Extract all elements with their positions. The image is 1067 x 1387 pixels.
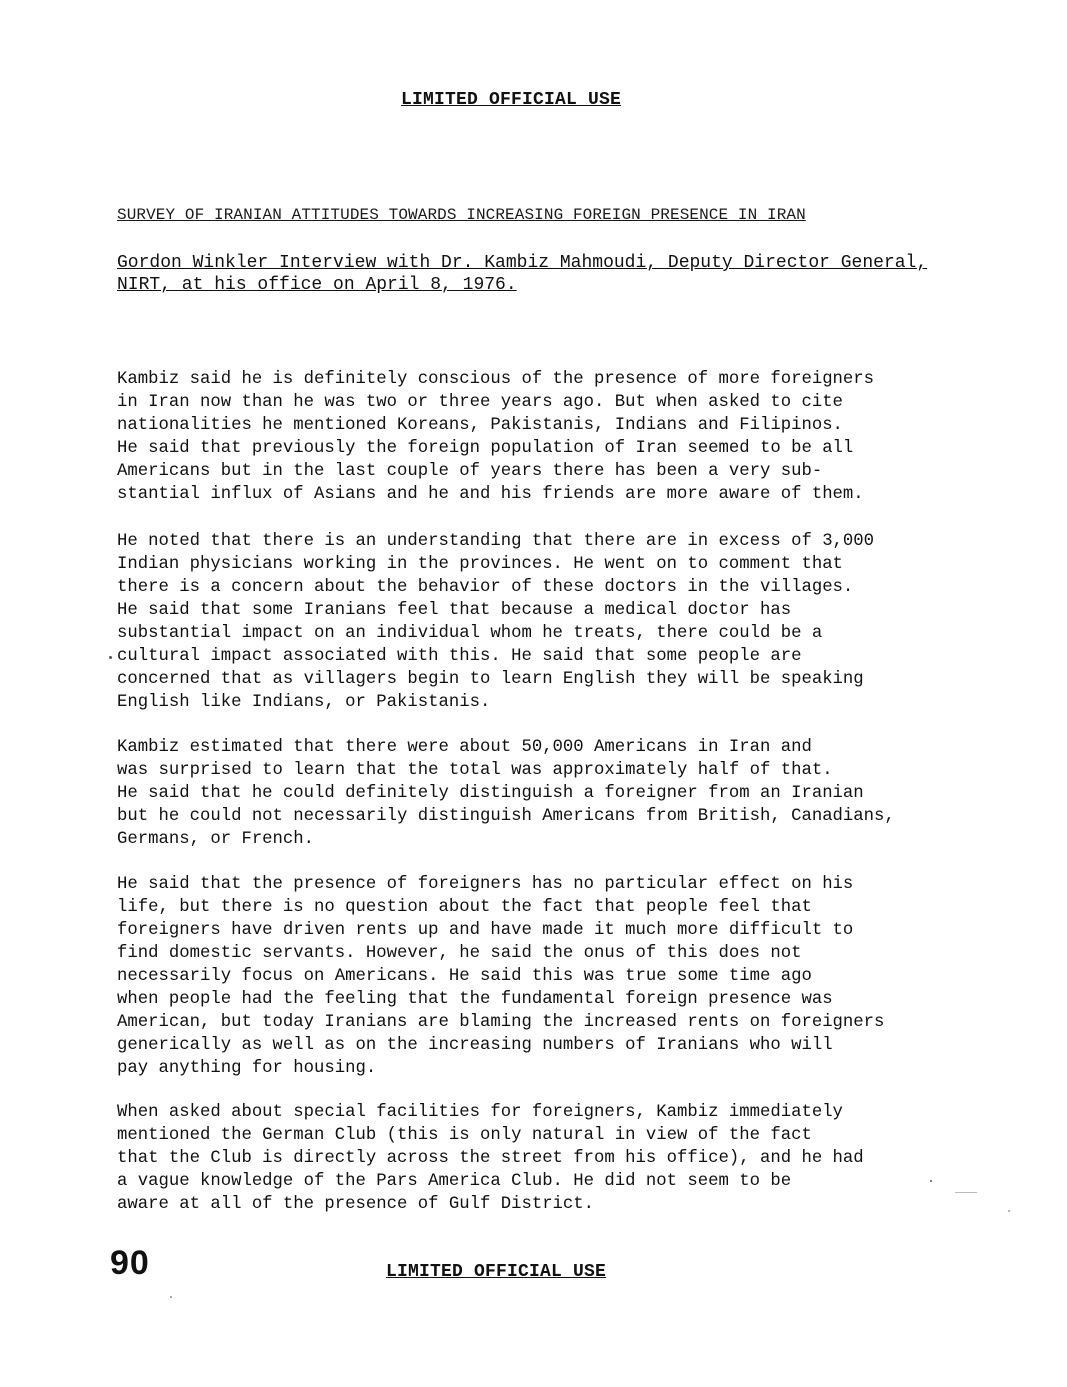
classification-header: LIMITED OFFICIAL USE [401, 90, 622, 110]
survey-title: SURVEY OF IRANIAN ATTITUDES TOWARDS INCREASING FOREIGN PRESENCE IN IRAN [117, 206, 806, 224]
classification-footer: LIMITED OFFICIAL USE [386, 1262, 607, 1282]
body-paragraph-1: Kambiz said he is definitely conscious of the presence of more foreigners in Iran now than he was two or three years ago. But when asked to cite nationalities he mentioned Koreans, Pakistanis, Indians and Filipinos. He said that previously the foreign population of Iran seemed to be all Americans but in the last couple of years there has been a very sub- stantial influx of Asians and he and his friends are more aware of them. [117, 370, 875, 504]
scan-speck [109, 656, 112, 659]
scan-speck [1008, 1210, 1010, 1212]
scan-speck [930, 1180, 932, 1182]
body-paragraph-3: Kambiz estimated that there were about 50,000 Americans in Iran and was surprised to learn that the total was approximately half of that. He said that he could definitely distinguish a foreigner from an Iranian but he could not necessarily distinguish Americans from British, Canadians, Germans, or French. [117, 738, 895, 849]
body-paragraph-2: He noted that there is an understanding that there are in excess of 3,000 Indian physicians working in the provinces. He went on to comment that there is a concern about the behavior of these doctors in the villages. He said that some Iranians feel that because a medical doctor has substantial impact on an individual whom he treats, there could be a cultural impact associated with this. He said that some people are concerned that as villagers begin to learn English they will be speaking English like Indians, or Pakistanis. [117, 532, 875, 712]
page-number: 90 [110, 1244, 150, 1282]
scan-mark [955, 1192, 977, 1193]
body-paragraph-5: When asked about special facilities for foreigners, Kambiz immediately mentioned the German Club (this is only natural in view of the fact that the Club is directly across the street from his office), and he had a vague knowledge of the Pars America Club. He did not seem to be aware at all of the presence of Gulf District. [117, 1103, 864, 1214]
scan-speck [170, 1296, 172, 1298]
interview-header: Gordon Winkler Interview with Dr. Kambiz Mahmoudi, Deputy Director General, NIRT, at his office on April 8, 1976. [117, 253, 928, 295]
body-paragraph-4: He said that the presence of foreigners has no particular effect on his life, but there is no question about the fact that people feel that foreigners have driven rents up and have made it much more difficult to find domestic servants. However, he said the onus of this does not necessarily focus on Americans. He said this was true some time ago when people had the feeling that the fundamental foreign presence was American, but today Iranians are blaming the increased rents on foreigners generically as well as on the increasing numbers of Iranians who will pay anything for housing. [117, 875, 885, 1078]
